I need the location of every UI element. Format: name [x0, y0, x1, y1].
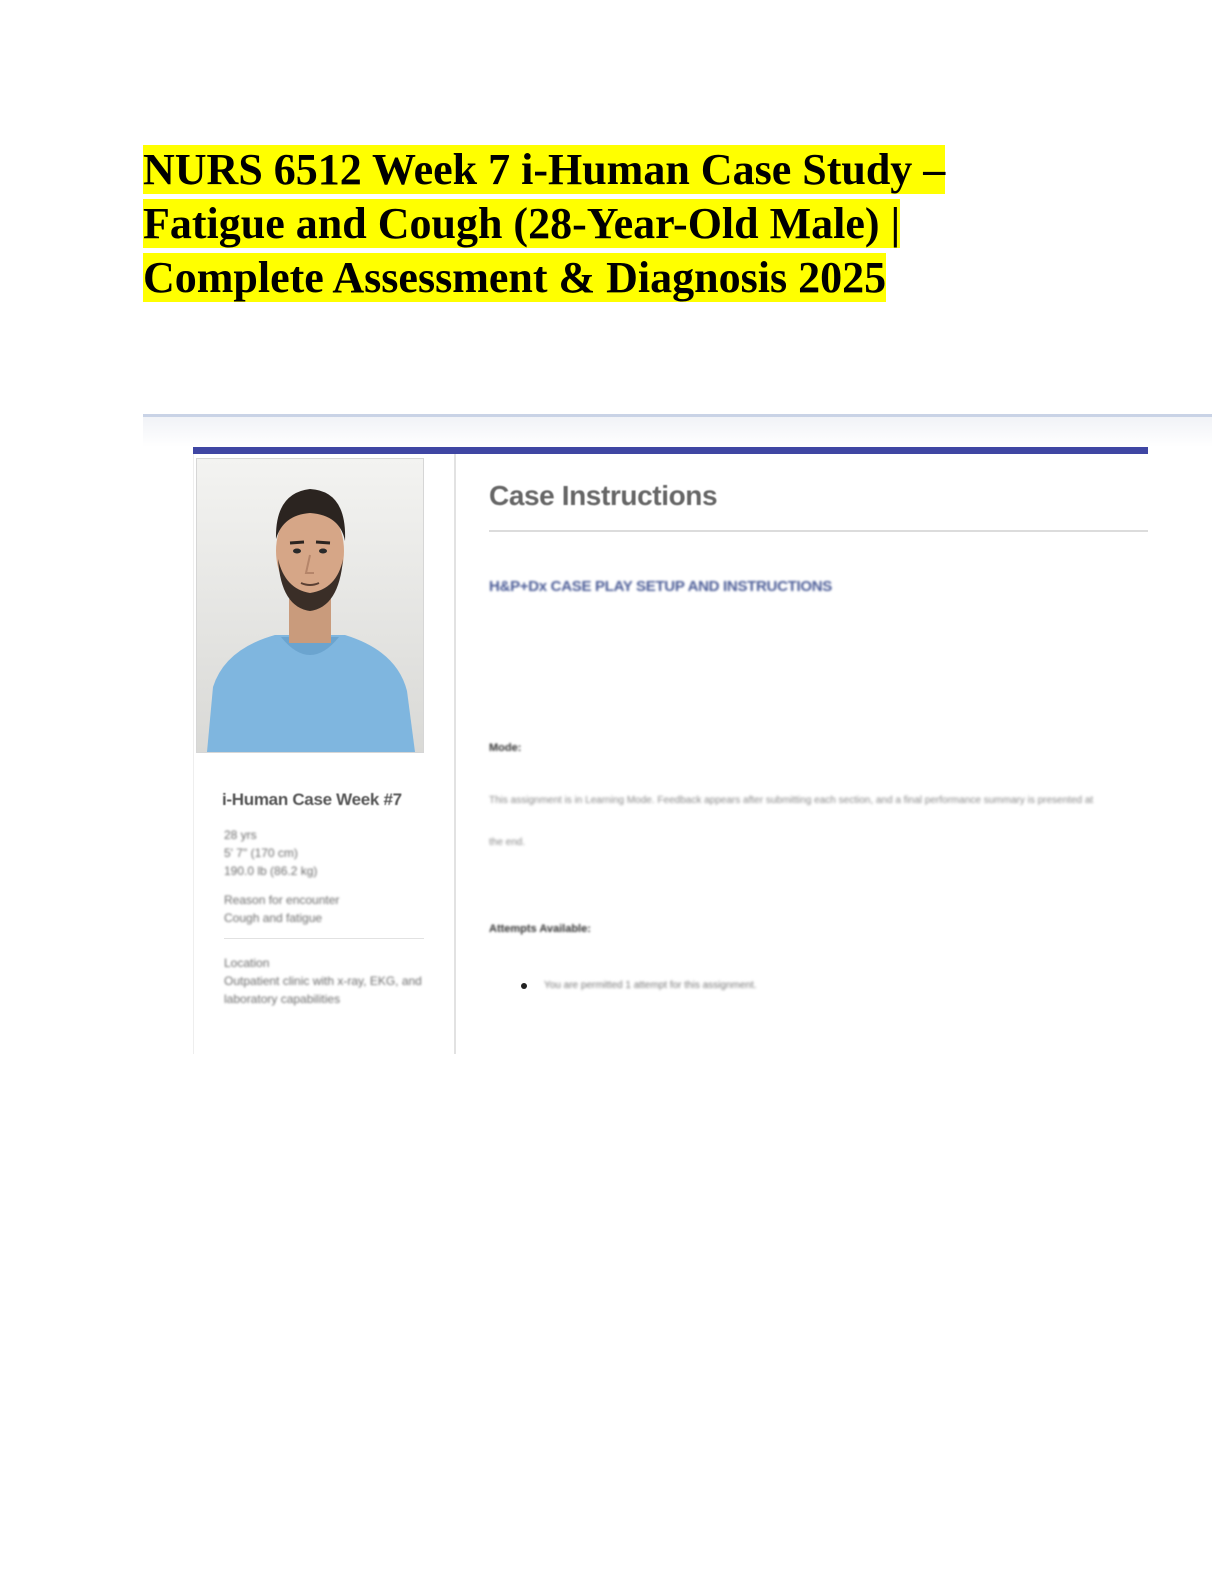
location-value-2: laboratory capabilities	[224, 992, 341, 1006]
document-title	[143, 143, 1143, 305]
case-instructions-title: Case Instructions	[489, 480, 718, 511]
accent-bar	[193, 447, 1148, 454]
patient-age: 28 yrs	[224, 828, 257, 842]
encounter-location	[224, 954, 444, 1008]
setup-heading: H&P+Dx CASE PLAY SETUP AND INSTRUCTIONS	[489, 578, 832, 595]
attempts-bullet-text: You are permitted 1 attempt for this assignment.	[544, 980, 757, 991]
title-divider	[489, 530, 1148, 532]
mode-description-line-2: the end.	[489, 837, 526, 848]
reason-for-encounter	[224, 891, 444, 927]
case-instructions-panel	[489, 454, 1148, 1054]
patient-avatar	[196, 458, 424, 753]
screenshot-header-shade	[143, 417, 1212, 447]
title-line-3: Complete Assessment & Diagnosis 2025	[143, 253, 887, 302]
case-screenshot	[143, 414, 1212, 1064]
sidebar-divider	[224, 938, 424, 939]
title-line-1: NURS 6512 Week 7 i-Human Case Study –	[143, 145, 946, 194]
bullet-icon	[521, 983, 527, 989]
attempts-label: Attempts Available:	[489, 923, 591, 935]
mode-description-line-1: This assignment is in Learning Mode. Feedback appears after submitting each section, and a final performance summary is presented at	[489, 795, 1094, 806]
case-panel	[193, 447, 1148, 1057]
title-line-2: Fatigue and Cough (28-Year-Old Male) |	[143, 199, 901, 248]
location-value-1: Outpatient clinic with x-ray, EKG, and	[224, 974, 422, 988]
location-label: Location	[224, 956, 270, 970]
patient-height: 5' 7" (170 cm)	[224, 846, 298, 860]
patient-portrait	[197, 459, 423, 752]
case-name: i-Human Case Week #7	[222, 790, 402, 809]
patient-weight: 190.0 lb (86.2 kg)	[224, 864, 318, 878]
reason-value: Cough and fatigue	[224, 911, 323, 925]
patient-sidebar	[193, 454, 456, 1054]
mode-label: Mode:	[489, 742, 522, 754]
reason-label: Reason for encounter	[224, 893, 340, 907]
patient-vitals	[224, 826, 444, 880]
